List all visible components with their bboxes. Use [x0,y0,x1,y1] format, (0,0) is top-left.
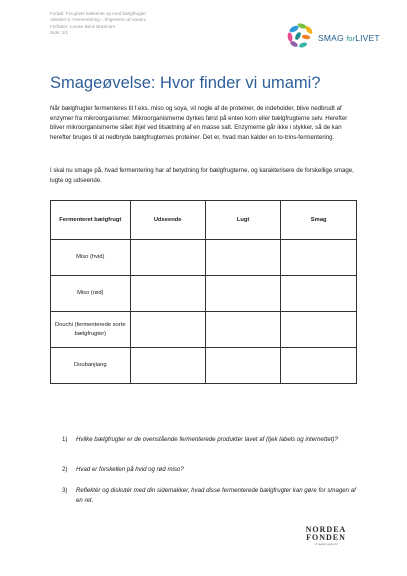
smag-for-livet-logo [284,20,380,54]
instruction-paragraph: I skal nu smage på, hvad fermentering har af betydning for bælgfrugterne, og karakterisere de forskellige smage, lugte og udseende. [50,167,354,184]
logo-line-1: NORDEA [305,525,347,534]
header-taste: Smag [281,201,357,240]
table-row [51,240,357,276]
smell-cell[interactable] [205,312,281,348]
question-text: Hvilke bælgfrugter er de ovenstående fermenterede produkter lavet af (tjek labels og internettet)? [76,436,338,443]
question-1 [62,435,362,445]
question-text: Hvad er forskellen på hvid og rød miso? [76,466,184,473]
header-smell: Lugt [205,201,281,240]
logo-for: for [346,36,356,43]
taste-cell[interactable] [281,348,357,384]
appearance-cell[interactable] [130,240,205,276]
question-3 [62,486,362,505]
logo-tagline: Vi støtter gode liv [314,542,338,546]
question-number: 2) [62,466,68,473]
page-title: Smageøvelse: Hvor finder vi umami? [50,74,321,92]
question-number: 3) [62,487,68,494]
document-meta [50,11,146,36]
table-row [51,276,357,312]
header-appearance: Udseende [130,201,205,240]
table-row [51,312,357,348]
row-label: Miso (rød) [51,276,131,312]
smell-cell[interactable] [205,240,281,276]
taste-cell[interactable] [281,312,357,348]
table-header-row [51,201,357,240]
intro-paragraph: Når bælgfrugter fermenteres til f.eks. miso og soya, vil nogle af de proteiner, de indeholder, blive nedbrudt af enzymer fra mikroorganismer. Mikroorganismerne dyrkes først på enten korn eller bælgfrugterne selv. Herefter bliver mikroorganismerne slået ihjel ved tilsætning af en masse salt. Enzymerne går ikke i stykker, så de kan herefter bruges til at nedbryde bælgfrugternes proteiner. Det er, hvad man kalder en to-trins-fermentering. [50,105,348,141]
smell-cell[interactable] [205,348,281,384]
logo-wordmark [318,33,380,43]
taste-cell[interactable] [281,240,357,276]
meta-line: Aktivitet 5: Fermentering – fingereren af umami [50,17,146,23]
appearance-cell[interactable] [130,276,205,312]
meta-line: Forfatter: Louise Beck Brønnum [50,23,116,29]
appearance-cell[interactable] [130,348,205,384]
header-fermented-legume: Fermenteret bælgfrugt [51,201,131,240]
taste-cell[interactable] [281,276,357,312]
appearance-cell[interactable] [130,312,205,348]
logo-end: LIVET [355,33,380,43]
meta-line: Side: 1/1 [50,29,69,35]
row-label: Miso (hvid) [51,240,131,276]
row-label: Douchi (fermenterede sorte bælgfrugter) [51,312,131,348]
meta-line: Forløb: Fra grønt køkkenet op med bælgfrugter [50,11,146,16]
logo-line-2: FONDEN [306,533,346,542]
nordea-fonden-logo [296,526,356,547]
smell-cell[interactable] [205,276,281,312]
table-row [51,348,357,384]
logo-main: SMAG [318,33,344,43]
row-label: Doubanjiang [51,348,131,384]
leaf-cluster-icon [284,20,318,54]
question-text: Reflektér og diskutér med din sidemakker, hvad disse fermenterede bælgfrugter kan gøre for smagen af en ret. [76,487,356,504]
tasting-table [50,200,357,384]
question-2 [62,465,362,475]
question-number: 1) [62,436,68,443]
